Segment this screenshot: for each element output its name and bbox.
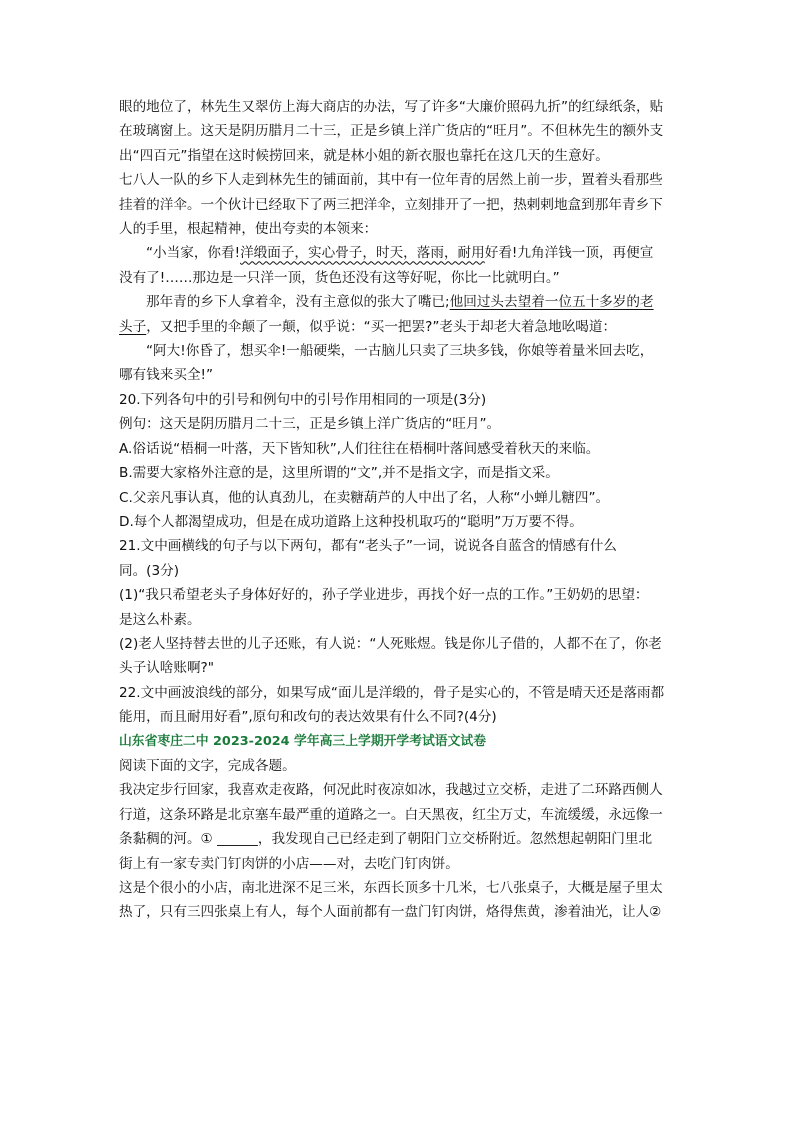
text-line: 头子认啥账啊?" [119,660,215,677]
text-line: 阅读下面的文字，完成各题。 [119,757,296,774]
text-line: “阿大!你昏了，想买伞!一船硬柴，一古脑儿只卖了三块多钱，你娘等着量米回去吃， [146,343,654,360]
text-line: 同。(3分) [119,562,180,579]
text-line: 热了，只有三四张桌上有人，每个人面前都有一盘门钉肉饼，烙得焦黄，渗着油光，让人② [119,904,662,921]
underlined-text: 他回过头去望着一位五十多岁的老 [449,294,654,311]
question-20: 20.下列各句中的引号和例句中的引号作用相同的一项是(3分) [119,391,487,408]
option-a: A.俗话说“梧桐一叶落，天下皆知秋”,人们往往在梧桐叶落间感受着秋天的来临。 [119,440,600,457]
text-line: 七八人一队的乡下人走到林先生的铺面前，其中有一位年青的居然上前一步，置着头看那些 [119,172,663,189]
text-line: 例句：这天是阴历腊月二十三，正是乡镇上洋广货店的“旺月”。 [119,416,501,433]
text-line: 哪有钱来买全!” [119,367,214,384]
question-21: 21.文中画横线的句子与以下两句，都有“老头子”一词，说说各自蓝含的情感有什么 [119,538,617,555]
text-line: 挂着的洋伞。一个伙计已经取下了两三把洋伞，立刻排开了一把，热剌剌地盒到那年青乡下 [119,196,663,213]
text-line: 我决定步行回家，我喜欢走夜路，何况此时夜凉如冰，我越过立交桥，走进了二环路西侧人 [119,782,663,799]
text-line: 这是个很小的小店，南北进深不足三米，东西长顶多十几米，七八张桌子，大概是屋子里太 [119,880,663,896]
text-line-wavy [119,241,681,265]
text-line-underlined [119,315,681,339]
wavy-underlined-text: 洋缎面子，实心骨子，时天，落雨，耐用 [240,245,485,262]
text-line: 街上有一家专卖门钉肉饼的小店——对，去吃门钉肉饼。 [119,855,459,872]
section-heading: 山东省枣庄二中 2023-2024 学年高三上学期开学考试语文试卷 [119,733,486,749]
text-segment: 好看!九角洋钱一顶，再便宣 [484,245,654,262]
text-segment: “小当家，你看! [146,245,241,262]
text-line: (2)老人坚持替去世的儿子还账，有人说：“人死账煜。钱是你儿子借的，人都不在了，你老 [119,635,662,652]
text-line-underlined [119,290,681,314]
text-line: 眼的地位了，林先生又翠仿上海大商店的办法，写了许多“大廉价照码九折”的红绿纸条，贴 [119,99,664,115]
option-d: D.每个人都渴望成功，但是在成功道路上这种投机取巧的“聪明”万万要不得。 [119,513,583,530]
text-line: 能用，而且耐用好看”,原句和改句的表达效果有什么不同?(4分) [119,709,497,726]
text-line: 行道，这条环路是北京塞车最严重的道路之一。白天黑夜，红尘万丈，车流缓缓，永远像一 [119,806,663,823]
text-segment: 那年青的乡下人拿着伞，没有主意似的张大了嘴已; [146,294,450,311]
document-body [119,95,681,925]
option-c: C.父亲凡事认真，他的认真劲儿，在卖糖葫芦的人中出了名，人称“小蝉儿糖四”。 [119,489,610,506]
text-line: 没有了!……那边是一只洋一顶，货色还没有这等好呢，你比一比就明白。” [119,269,560,286]
text-line: 人的手里，根起精神，使出夸卖的本领来： [119,221,378,238]
text-line: 条黏稠的河。① ______，我发现自己已经走到了朝阳门立交桥附近。忽然想起朝阳门里北 [119,831,653,848]
option-b: B.需要大家格外注意的是，这里所谓的“文”,并不是指文字，而是指文采。 [119,465,559,482]
question-22: 22.文中画波浪线的部分，如果写成“面儿是洋缎的，骨子是实心的，不管是晴天还是落雨都 [119,684,665,701]
text-line: 出“四百元”指望在这时候捞回来，就是林小姐的新衣服也靠托在这几天的生意好。 [119,147,609,164]
text-segment: ，又把手里的伞颠了一颠，似乎说：“买一把罢?”老头于却老大着急地吆喝道： [146,318,617,335]
text-line: (1)“我只希望老头子身体好好的，孙子学业进步，再找个好一点的工作。”王奶奶的思望： [119,587,649,604]
underlined-text: 头子 [119,318,147,335]
text-line: 是这么朴素。 [119,611,201,628]
text-line: 在玻璃窗上。这天是阴历腊月二十三，正是乡镇上洋广货店的“旺月”。不但林先生的额外支 [119,123,664,140]
